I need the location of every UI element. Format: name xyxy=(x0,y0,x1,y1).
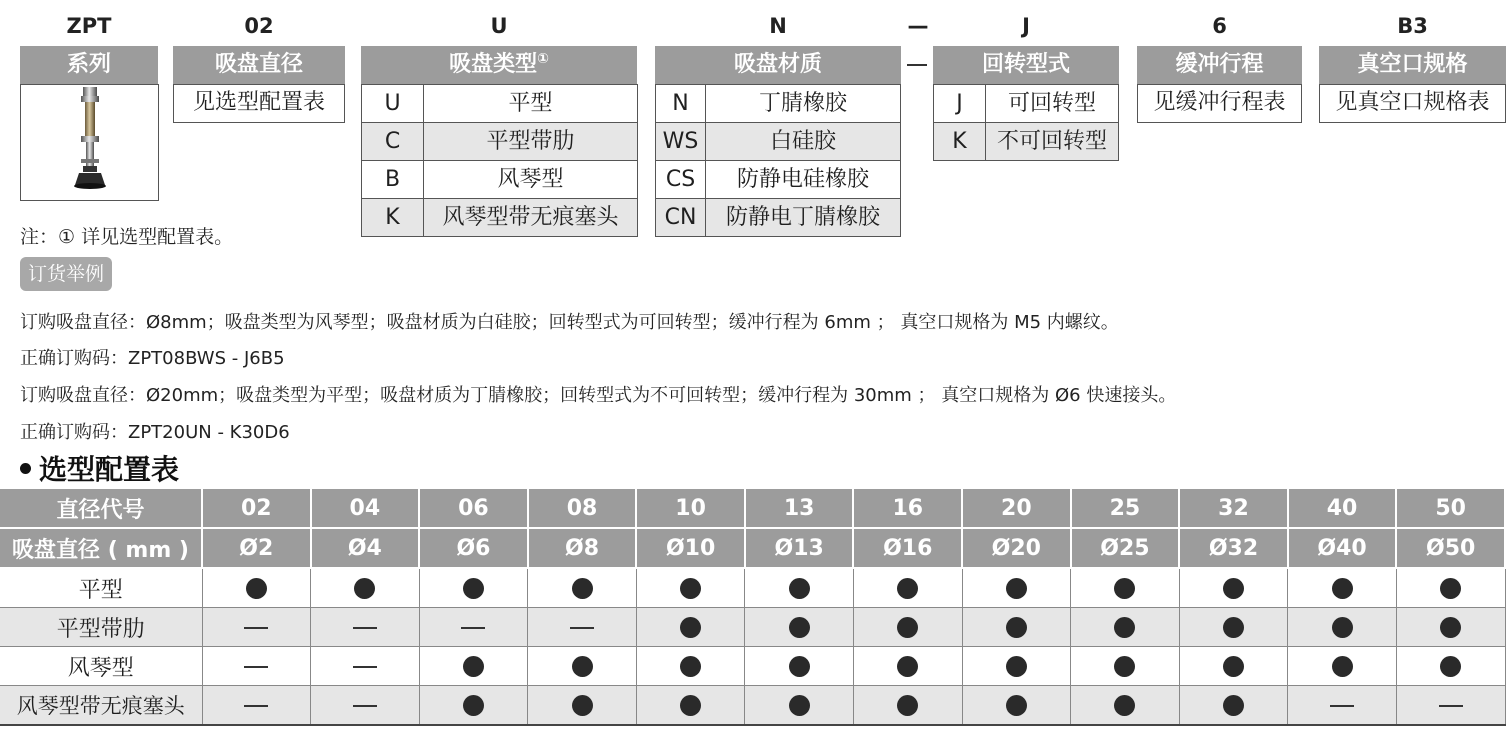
section-title-text: 选型配置表 xyxy=(39,453,180,486)
unavailable-dash-icon xyxy=(1439,705,1463,707)
availability-cell xyxy=(1288,686,1397,726)
vacuum-note: 见真空口规格表 xyxy=(1319,84,1506,123)
availability-cell xyxy=(419,568,528,608)
availability-cell xyxy=(1071,568,1180,608)
selection-row-label: 平型带肋 xyxy=(0,608,202,647)
selection-row-label: 风琴型 xyxy=(0,647,202,686)
diameter-size-cell: Ø10 xyxy=(636,528,745,568)
order-example-tag: 订货举例 xyxy=(20,257,112,291)
availability-cell xyxy=(1288,568,1397,608)
availability-cell xyxy=(962,608,1071,647)
available-dot-icon xyxy=(680,656,701,677)
rotation-table xyxy=(933,84,1119,161)
type-code: K xyxy=(362,199,424,237)
type-row xyxy=(362,199,638,237)
unavailable-dash-icon xyxy=(244,627,268,629)
available-dot-icon xyxy=(897,578,918,599)
availability-cell xyxy=(636,568,745,608)
available-dot-icon xyxy=(1114,656,1135,677)
type-table xyxy=(361,84,638,237)
selection-row-label: 风琴型带无痕塞头 xyxy=(0,686,202,726)
diameter-note: 见选型配置表 xyxy=(173,84,345,123)
type-code: U xyxy=(362,85,424,123)
selection-row-label: 平型 xyxy=(0,568,202,608)
unavailable-dash-icon xyxy=(1330,705,1354,707)
rotation-name: 可回转型 xyxy=(986,85,1119,123)
availability-cell xyxy=(745,608,854,647)
available-dot-icon xyxy=(789,578,810,599)
diameter-code-cell: 50 xyxy=(1396,489,1505,528)
availability-cell xyxy=(202,568,311,608)
available-dot-icon xyxy=(897,656,918,677)
availability-cell xyxy=(202,686,311,726)
availability-cell xyxy=(1396,686,1505,726)
diameter-code-cell: 02 xyxy=(202,489,311,528)
rotation-code: J xyxy=(934,85,986,123)
availability-cell xyxy=(528,568,637,608)
available-dot-icon xyxy=(1332,578,1353,599)
vacuum-suction-cup-image xyxy=(21,85,157,199)
diameter-code-cell: 25 xyxy=(1071,489,1180,528)
diameter-code-cell: 08 xyxy=(528,489,637,528)
material-row xyxy=(656,161,901,199)
material-row xyxy=(656,199,901,237)
unavailable-dash-icon xyxy=(353,705,377,707)
availability-cell xyxy=(419,686,528,726)
availability-cell xyxy=(311,686,420,726)
availability-cell xyxy=(1179,608,1288,647)
code-type: U xyxy=(490,14,508,38)
type-code: B xyxy=(362,161,424,199)
available-dot-icon xyxy=(463,656,484,677)
header-series: 系列 xyxy=(20,46,158,84)
available-dot-icon xyxy=(897,617,918,638)
material-name: 丁腈橡胶 xyxy=(706,85,901,123)
diameter-code-cell: 32 xyxy=(1179,489,1288,528)
diameter-code-cell: 13 xyxy=(745,489,854,528)
available-dot-icon xyxy=(463,695,484,716)
rotation-row xyxy=(934,85,1119,123)
type-row xyxy=(362,85,638,123)
availability-cell xyxy=(1071,686,1180,726)
available-dot-icon xyxy=(1006,578,1027,599)
diameter-size-cell: Ø8 xyxy=(528,528,637,568)
selection-row xyxy=(0,568,1505,608)
unavailable-dash-icon xyxy=(461,627,485,629)
type-name: 风琴型带无痕塞头 xyxy=(424,199,638,237)
diameter-size-cell: Ø20 xyxy=(962,528,1071,568)
available-dot-icon xyxy=(1332,656,1353,677)
example-code-2: 正确订购码：ZPT20UN - K30D6 xyxy=(20,422,290,443)
available-dot-icon xyxy=(1114,695,1135,716)
unavailable-dash-icon xyxy=(244,666,268,668)
diameter-size-cell: Ø50 xyxy=(1396,528,1505,568)
example-line-1: 订购吸盘直径：Ø8mm；吸盘类型为风琴型；吸盘材质为白硅胶；回转型式为可回转型；缓冲行程为 6mm ； 真空口规格为 M5 内螺纹。 xyxy=(20,312,1119,333)
availability-cell xyxy=(1396,608,1505,647)
diameter-size-cell: Ø40 xyxy=(1288,528,1397,568)
available-dot-icon xyxy=(1223,617,1244,638)
code-diameter: 02 xyxy=(244,14,274,38)
diameter-code-cell: 06 xyxy=(419,489,528,528)
diameter-size-cell: Ø13 xyxy=(745,528,854,568)
availability-cell xyxy=(202,608,311,647)
material-name: 白硅胶 xyxy=(706,123,901,161)
header-type-label: 吸盘类型 xyxy=(449,52,538,77)
availability-cell xyxy=(745,686,854,726)
diameter-code-cell: 10 xyxy=(636,489,745,528)
rotation-code: K xyxy=(934,123,986,161)
material-row xyxy=(656,123,901,161)
material-name: 防静电硅橡胶 xyxy=(706,161,901,199)
diameter-size-cell: Ø4 xyxy=(311,528,420,568)
availability-cell xyxy=(1071,647,1180,686)
available-dot-icon xyxy=(1223,656,1244,677)
available-dot-icon xyxy=(1114,578,1135,599)
available-dot-icon xyxy=(1006,617,1027,638)
availability-cell xyxy=(636,647,745,686)
footnote: 注：① 详见选型配置表。 xyxy=(20,226,234,248)
unavailable-dash-icon xyxy=(353,627,377,629)
code-material: N xyxy=(769,14,787,38)
available-dot-icon xyxy=(680,578,701,599)
diameter-size-cell: Ø6 xyxy=(419,528,528,568)
code-vacuum: B3 xyxy=(1397,14,1428,38)
availability-cell xyxy=(528,686,637,726)
buffer-note: 见缓冲行程表 xyxy=(1137,84,1302,123)
rotation-row xyxy=(934,123,1119,161)
available-dot-icon xyxy=(1114,617,1135,638)
availability-cell xyxy=(311,568,420,608)
availability-cell xyxy=(853,568,962,608)
selection-row xyxy=(0,686,1505,726)
availability-cell xyxy=(311,608,420,647)
footnote-mark: ① xyxy=(537,51,549,67)
type-code: C xyxy=(362,123,424,161)
type-name: 平型带肋 xyxy=(424,123,638,161)
unavailable-dash-icon xyxy=(244,705,268,707)
availability-cell xyxy=(202,647,311,686)
header-rotation: 回转型式 xyxy=(933,46,1119,84)
availability-cell xyxy=(1396,647,1505,686)
selection-code-row xyxy=(0,489,1505,528)
available-dot-icon xyxy=(572,656,593,677)
available-dot-icon xyxy=(1440,617,1461,638)
code-separator: — xyxy=(907,14,929,38)
unavailable-dash-icon xyxy=(570,627,594,629)
available-dot-icon xyxy=(463,578,484,599)
available-dot-icon xyxy=(1440,578,1461,599)
available-dot-icon xyxy=(1332,617,1353,638)
product-image-box xyxy=(20,84,159,201)
availability-cell xyxy=(1288,608,1397,647)
code-rotation: J xyxy=(1022,14,1030,38)
availability-cell xyxy=(1179,568,1288,608)
material-code: CN xyxy=(656,199,706,237)
separator-dash xyxy=(907,64,927,66)
material-name: 防静电丁腈橡胶 xyxy=(706,199,901,237)
material-code: CS xyxy=(656,161,706,199)
code-buffer: 6 xyxy=(1212,14,1227,38)
type-row xyxy=(362,161,638,199)
type-row xyxy=(362,123,638,161)
diameter-code-cell: 20 xyxy=(962,489,1071,528)
section-title xyxy=(20,448,179,488)
example-code-1: 正确订购码：ZPT08BWS - J6B5 xyxy=(20,348,285,369)
diameter-size-cell: Ø25 xyxy=(1071,528,1180,568)
available-dot-icon xyxy=(572,578,593,599)
availability-cell xyxy=(636,608,745,647)
availability-cell xyxy=(419,608,528,647)
available-dot-icon xyxy=(789,656,810,677)
selection-size-row xyxy=(0,528,1505,568)
selection-row xyxy=(0,608,1505,647)
rotation-name: 不可回转型 xyxy=(986,123,1119,161)
diameter-code-cell: 40 xyxy=(1288,489,1397,528)
type-name: 风琴型 xyxy=(424,161,638,199)
availability-cell xyxy=(311,647,420,686)
header-material: 吸盘材质 xyxy=(655,46,901,84)
header-buffer: 缓冲行程 xyxy=(1137,46,1302,84)
diameter-size-cell: Ø2 xyxy=(202,528,311,568)
selection-row xyxy=(0,647,1505,686)
available-dot-icon xyxy=(1440,656,1461,677)
diameter-code-cell: 16 xyxy=(853,489,962,528)
available-dot-icon xyxy=(789,695,810,716)
header-vacuum: 真空口规格 xyxy=(1319,46,1506,84)
material-code: WS xyxy=(656,123,706,161)
availability-cell xyxy=(853,608,962,647)
example-line-2: 订购吸盘直径：Ø20mm；吸盘类型为平型；吸盘材质为丁腈橡胶；回转型式为不可回转型；缓冲行程为 30mm ； 真空口规格为 Ø6 快速接头。 xyxy=(20,385,1177,406)
available-dot-icon xyxy=(246,578,267,599)
header-diameter: 吸盘直径 xyxy=(173,46,345,84)
available-dot-icon xyxy=(1006,695,1027,716)
material-table xyxy=(655,84,901,237)
available-dot-icon xyxy=(897,695,918,716)
availability-cell xyxy=(1179,686,1288,726)
available-dot-icon xyxy=(1223,578,1244,599)
header-type xyxy=(361,46,637,84)
availability-cell xyxy=(962,686,1071,726)
availability-cell xyxy=(1288,647,1397,686)
availability-cell xyxy=(853,686,962,726)
type-name: 平型 xyxy=(424,85,638,123)
availability-cell xyxy=(528,608,637,647)
diameter-code-cell: 04 xyxy=(311,489,420,528)
availability-cell xyxy=(1071,608,1180,647)
unavailable-dash-icon xyxy=(353,666,377,668)
diameter-size-cell: Ø16 xyxy=(853,528,962,568)
code-series: ZPT xyxy=(66,14,112,38)
material-code: N xyxy=(656,85,706,123)
available-dot-icon xyxy=(680,617,701,638)
availability-cell xyxy=(962,647,1071,686)
available-dot-icon xyxy=(354,578,375,599)
availability-cell xyxy=(962,568,1071,608)
available-dot-icon xyxy=(789,617,810,638)
availability-cell xyxy=(745,568,854,608)
availability-cell xyxy=(1179,647,1288,686)
available-dot-icon xyxy=(572,695,593,716)
available-dot-icon xyxy=(1223,695,1244,716)
bullet-icon xyxy=(20,463,31,474)
available-dot-icon xyxy=(680,695,701,716)
selection-size-label: 吸盘直径 ( mm ) xyxy=(0,528,202,568)
selection-code-label: 直径代号 xyxy=(0,489,202,528)
diameter-size-cell: Ø32 xyxy=(1179,528,1288,568)
available-dot-icon xyxy=(1006,656,1027,677)
material-row xyxy=(656,85,901,123)
availability-cell xyxy=(1396,568,1505,608)
availability-cell xyxy=(528,647,637,686)
availability-cell xyxy=(745,647,854,686)
availability-cell xyxy=(419,647,528,686)
availability-cell xyxy=(636,686,745,726)
selection-table xyxy=(0,489,1506,726)
availability-cell xyxy=(853,647,962,686)
